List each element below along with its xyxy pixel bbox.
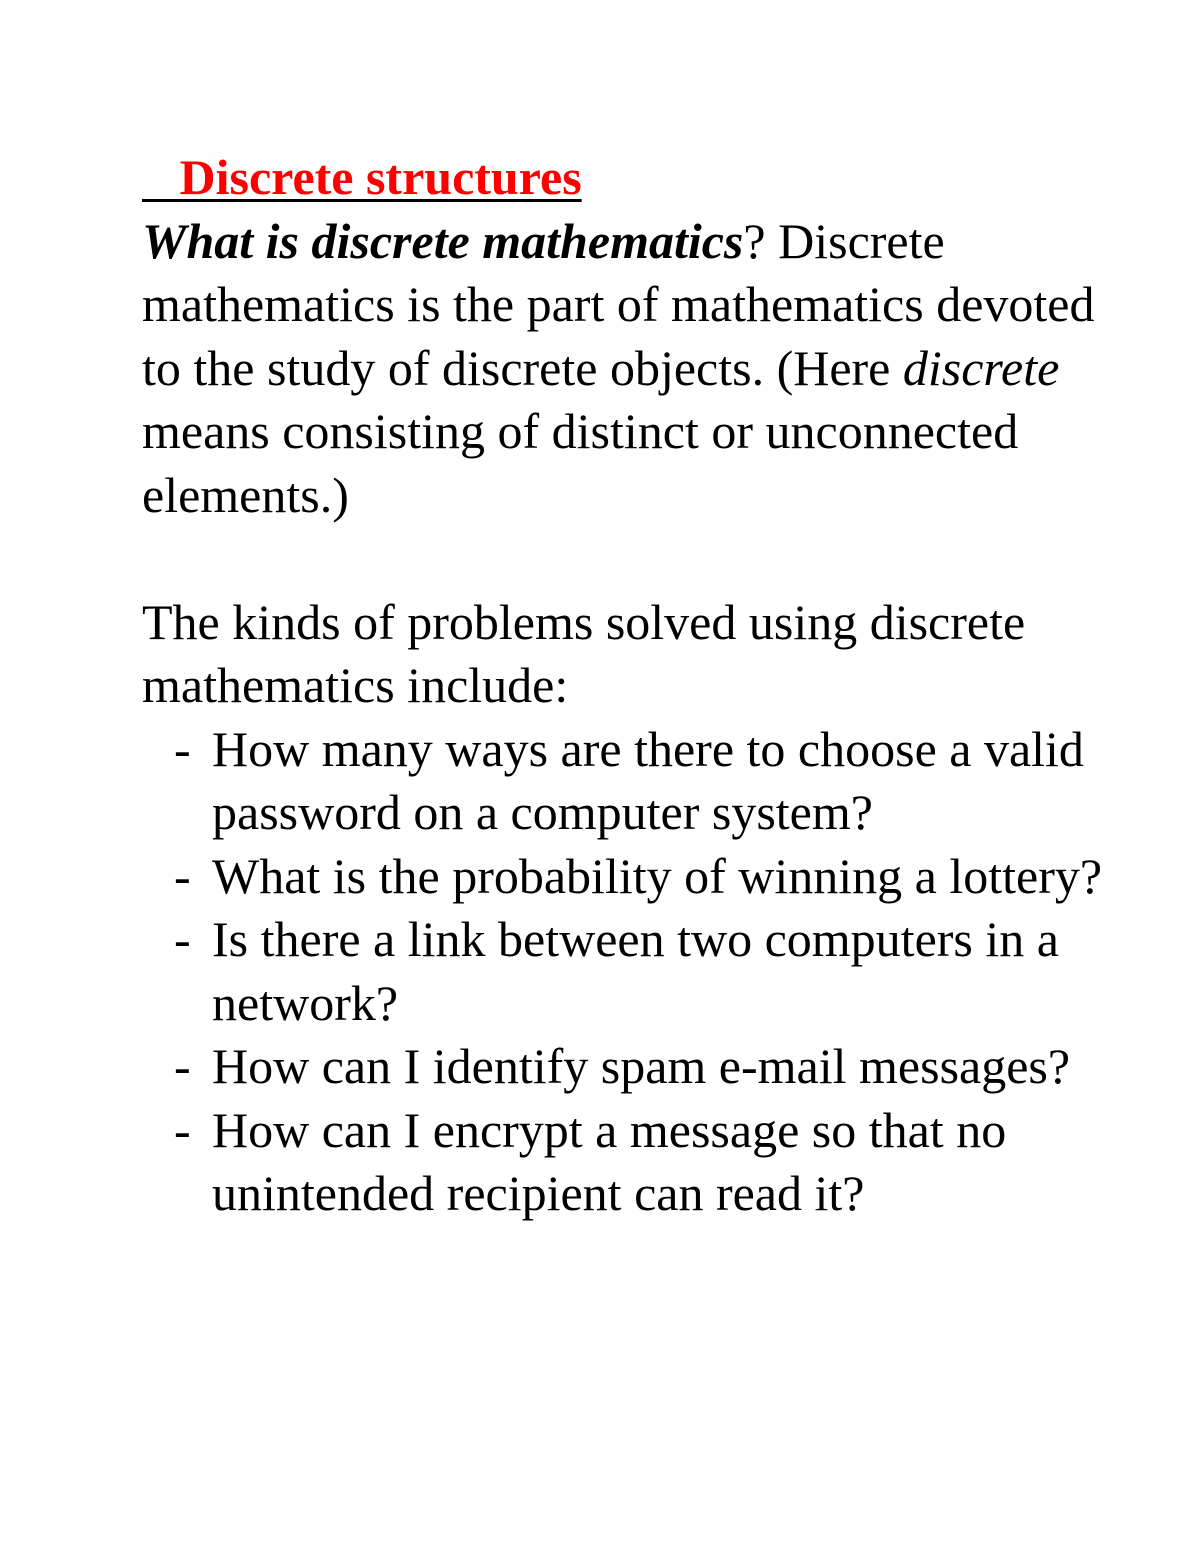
bullet-dash: - [174, 1038, 191, 1094]
title-leading-spaces [142, 149, 180, 205]
intro-paragraph [142, 210, 1142, 528]
bullet-dash: - [174, 720, 191, 777]
list-item-text: How can I encrypt a message so that no unintended recipient can read it? [212, 1101, 1007, 1221]
intro-paren-italic: discrete [902, 339, 1060, 396]
list-item [142, 908, 1142, 1035]
intro-question-mark: ? [743, 212, 766, 269]
intro-paren-open: (Here [776, 339, 903, 396]
intro-paren-rest: means consisting of distinct or unconnected elements.) [142, 403, 1019, 523]
list-item [142, 1035, 1142, 1099]
problems-list [142, 718, 1142, 1226]
list-item [142, 845, 1142, 909]
intro-sentence: Discrete mathematics is the part of mathematics devoted to the study of discrete objects. [142, 212, 1095, 396]
document-page [142, 146, 1142, 1226]
list-item-text: What is the probability of winning a lottery? [212, 847, 1103, 904]
list-item-text: How many ways are there to choose a valid password on a computer system? [212, 720, 1084, 840]
bullet-dash: - [174, 1101, 191, 1158]
list-item [142, 718, 1142, 845]
blank-line [142, 527, 1142, 591]
list-item-text: Is there a link between two computers in a network? [212, 911, 1059, 1031]
bullet-dash: - [174, 911, 191, 967]
list-item-text: How can I identify spam e-mail messages? [212, 1038, 1071, 1094]
document-title [142, 146, 1142, 210]
bullet-dash: - [174, 847, 191, 904]
intro-question: What is discrete mathematics [142, 212, 744, 269]
title-text: Discrete structures [179, 149, 582, 205]
problems-intro: The kinds of problems solved using discrete mathematics include: [142, 593, 1026, 713]
list-item [142, 1099, 1142, 1226]
